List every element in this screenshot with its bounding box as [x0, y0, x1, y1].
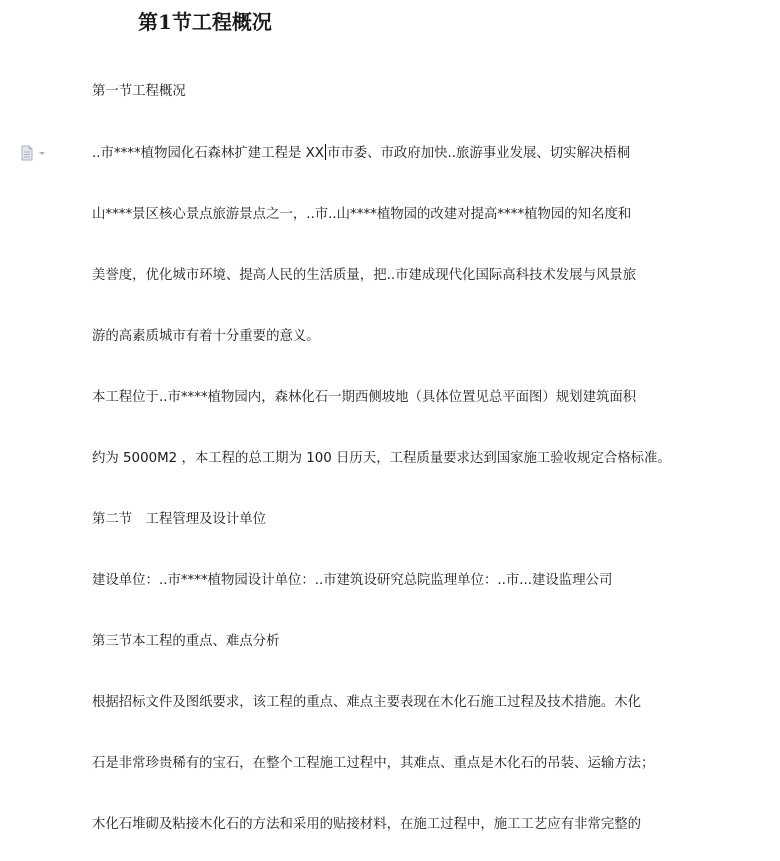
document-icon — [20, 145, 50, 161]
paragraph-line: 木化石堆砌及粘接木化石的方法和采用的贴接材料，在施工过程中，施工工艺应有非常完整的 — [92, 817, 642, 832]
paragraph-line: 石是非常珍贵稀有的宝石，在整个工程施工过程中，其难点、重点是木化石的吊装、运输方法； — [92, 756, 655, 771]
paragraph-line: 游的高素质城市有着十分重要的意义。 — [92, 329, 320, 344]
paragraph-line: 本工程位于..市****植物园内，森林化石一期西侧坡地（具体位置见总平面图）规划建筑面积 — [92, 390, 637, 405]
paragraph-menu-handle[interactable] — [20, 145, 50, 161]
paragraph-line: 约为 5000M2 ，本工程的总工期为 100 日历天，工程质量要求达到国家施工验收规定合格标准。 — [92, 451, 671, 466]
heading-section-1: 第一节工程概况 — [92, 84, 186, 99]
heading-section-3: 第三节本工程的重点、难点分析 — [92, 634, 280, 649]
paragraph-line: 建设单位：..市****植物园设计单位：..市建筑设研究总院监理单位：..市...建设监理公司 — [92, 573, 613, 588]
paragraph-line: 根据招标文件及图纸要求，该工程的重点、难点主要表现在木化石施工过程及技术措施。木化 — [92, 695, 642, 710]
heading-section-2: 第二节 工程管理及设计单位 — [92, 512, 267, 527]
chevron-down-icon — [39, 152, 45, 155]
paragraph-line — [92, 144, 717, 164]
paragraph-line: 美誉度，优化城市环境、提高人民的生活质量，把..市建成现代化国际高科技术发展与风景旅 — [92, 268, 637, 283]
page-title: 第1节工程概况 — [138, 10, 272, 34]
paragraph-text: 市市委、市政府加快..旅游事业发展、切实解决梧桐 — [326, 146, 631, 161]
paragraph-text: ..市****植物园化石森林扩建工程是 XX — [92, 146, 324, 161]
text-cursor — [325, 144, 326, 160]
paragraph-line: 山****景区核心景点旅游景点之一，..市..山****植物园的改建对提高****植物园的知名度和 — [92, 207, 632, 222]
